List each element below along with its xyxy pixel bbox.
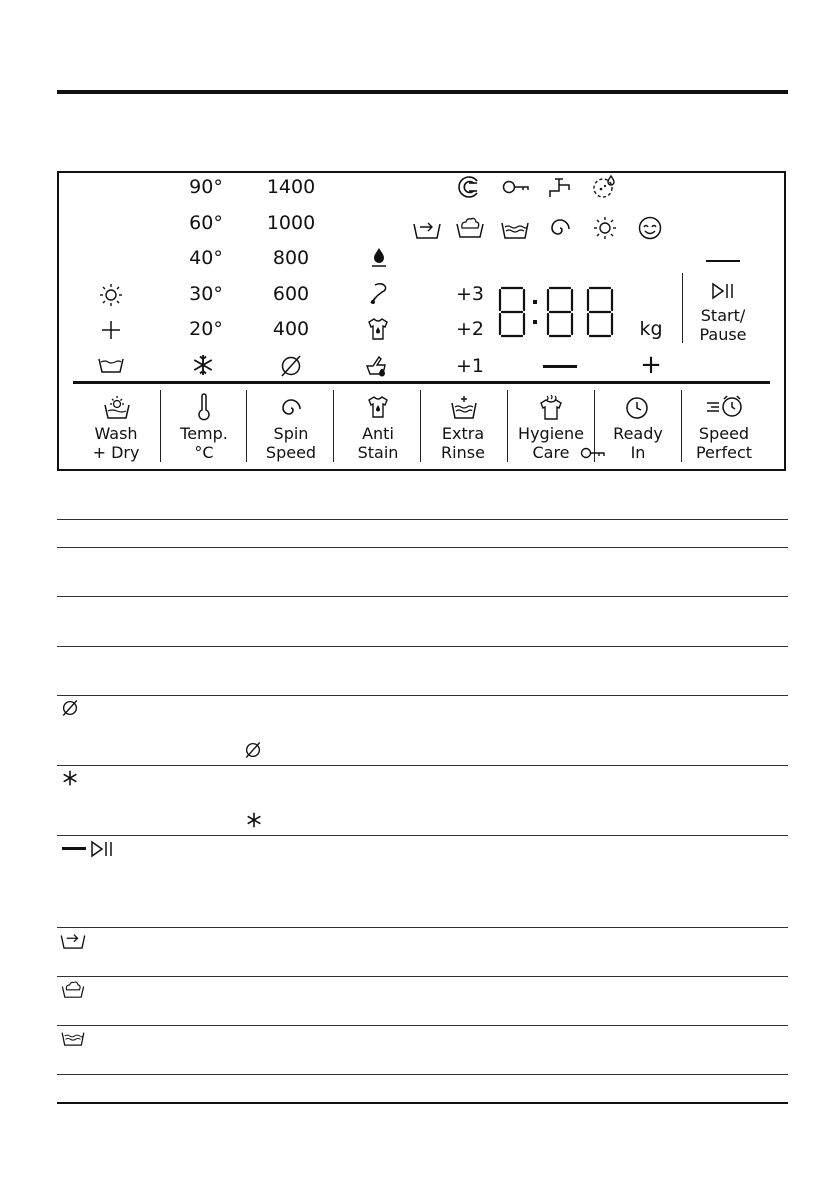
tap-icon <box>547 175 573 199</box>
button-separator <box>681 390 682 462</box>
table-rule <box>57 646 788 647</box>
drying-icon <box>593 216 617 240</box>
child-lock-key-icon <box>580 446 606 460</box>
btn-speed-perfect-line1: Speed <box>698 424 750 443</box>
extra-plus-2: +2 <box>455 318 485 340</box>
start-separator <box>682 273 683 343</box>
spin-600: 600 <box>272 283 310 305</box>
table-rule <box>57 765 788 766</box>
panel-divider <box>73 381 770 384</box>
no-spin-icon <box>279 354 303 378</box>
button-separator <box>507 390 508 462</box>
btn-extra-rinse-line2: Rinse <box>441 443 485 462</box>
start-pause-label-2: Pause <box>699 325 747 344</box>
btn-temp-line1: Temp. <box>180 424 228 443</box>
spin-800: 800 <box>272 247 310 269</box>
table-rule <box>57 1074 788 1075</box>
snowflake-icon <box>62 770 78 790</box>
start-minus-bar <box>706 260 740 262</box>
plus-setting-symbol: + <box>640 350 662 380</box>
spin-1000: 1000 <box>266 212 316 234</box>
btn-anti-stain-line2: Stain <box>357 443 399 462</box>
table-rule <box>57 835 788 836</box>
button-separator <box>420 390 421 462</box>
btn-anti-stain-line1: Anti <box>362 424 394 443</box>
btn-ready-in-line2: In <box>630 443 646 462</box>
button-separator <box>160 390 161 462</box>
spin-speed-icon <box>279 396 303 420</box>
thermometer-icon <box>197 394 211 420</box>
plus-icon <box>101 320 121 340</box>
table-bottom-rule <box>57 1102 788 1104</box>
finished-icon <box>637 215 663 241</box>
hygiene-care-icon <box>538 394 564 420</box>
table-rule <box>57 976 788 977</box>
no-spin-icon <box>244 741 262 763</box>
table-rule <box>57 519 788 520</box>
wash-icon <box>456 216 484 238</box>
spin-icon <box>548 216 572 240</box>
hand-wash-icon <box>365 354 393 378</box>
kg-unit: kg <box>639 318 663 340</box>
table-rule <box>57 547 788 548</box>
extra-plus-1: +1 <box>455 355 485 377</box>
button-separator <box>246 390 247 462</box>
no-spin-icon <box>61 699 79 721</box>
table-rule <box>57 596 788 597</box>
table-rule <box>57 695 788 696</box>
stain-drops-icon <box>592 174 618 200</box>
button-separator <box>333 390 334 462</box>
spin-1400: 1400 <box>266 176 316 198</box>
prewash-icon <box>60 931 86 953</box>
table-rule <box>57 1025 788 1026</box>
btn-wash-dry-line1: Wash <box>94 424 138 443</box>
sun-icon <box>99 283 123 307</box>
wash-dry-icon <box>103 395 131 419</box>
rinse-icon <box>501 221 529 239</box>
rinse-icon <box>61 1031 85 1050</box>
water-drop-icon <box>370 246 388 268</box>
control-panel-diagram <box>57 171 786 471</box>
btn-temp-line2: °C <box>194 443 214 462</box>
child-lock-key-icon <box>502 178 530 196</box>
anti-stain-icon <box>366 395 390 419</box>
tub-icon <box>98 357 124 373</box>
btn-wash-dry-line2: + Dry <box>92 443 140 462</box>
speed-perfect-icon <box>705 394 745 418</box>
minus-bar <box>543 365 577 368</box>
grass-stain-icon <box>367 281 391 305</box>
snowflake-icon <box>246 812 262 832</box>
header-rule <box>57 90 788 94</box>
time-display <box>498 286 628 338</box>
btn-spin-line1: Spin <box>273 424 309 443</box>
temp-60: 60° <box>189 212 223 234</box>
snowflake-icon <box>192 354 214 376</box>
temp-90: 90° <box>189 176 223 198</box>
start-pause-label-1: Start/ <box>700 306 746 325</box>
wash-icon <box>61 980 85 1002</box>
btn-hygiene-line2: Care <box>532 443 570 462</box>
prewash-icon <box>413 219 441 239</box>
start-pause-icon <box>711 282 737 300</box>
drum-clean-icon <box>457 175 481 199</box>
temp-30: 30° <box>189 283 223 305</box>
table-rule <box>57 927 788 928</box>
extra-plus-3: +3 <box>455 283 485 305</box>
btn-extra-rinse-line1: Extra <box>441 424 485 443</box>
btn-ready-in-line1: Ready <box>613 424 663 443</box>
column-marker <box>237 519 238 520</box>
temp-20: 20° <box>189 318 223 340</box>
extra-rinse-icon <box>450 395 478 419</box>
btn-speed-perfect-line2: Perfect <box>695 443 753 462</box>
clock-icon <box>625 396 649 420</box>
minus-start-pause-icon <box>62 840 120 862</box>
btn-spin-line2: Speed <box>265 443 317 462</box>
temp-40: 40° <box>189 247 223 269</box>
spin-400: 400 <box>272 318 310 340</box>
btn-hygiene-line1: Hygiene <box>518 424 584 443</box>
shirt-icon <box>366 317 390 341</box>
